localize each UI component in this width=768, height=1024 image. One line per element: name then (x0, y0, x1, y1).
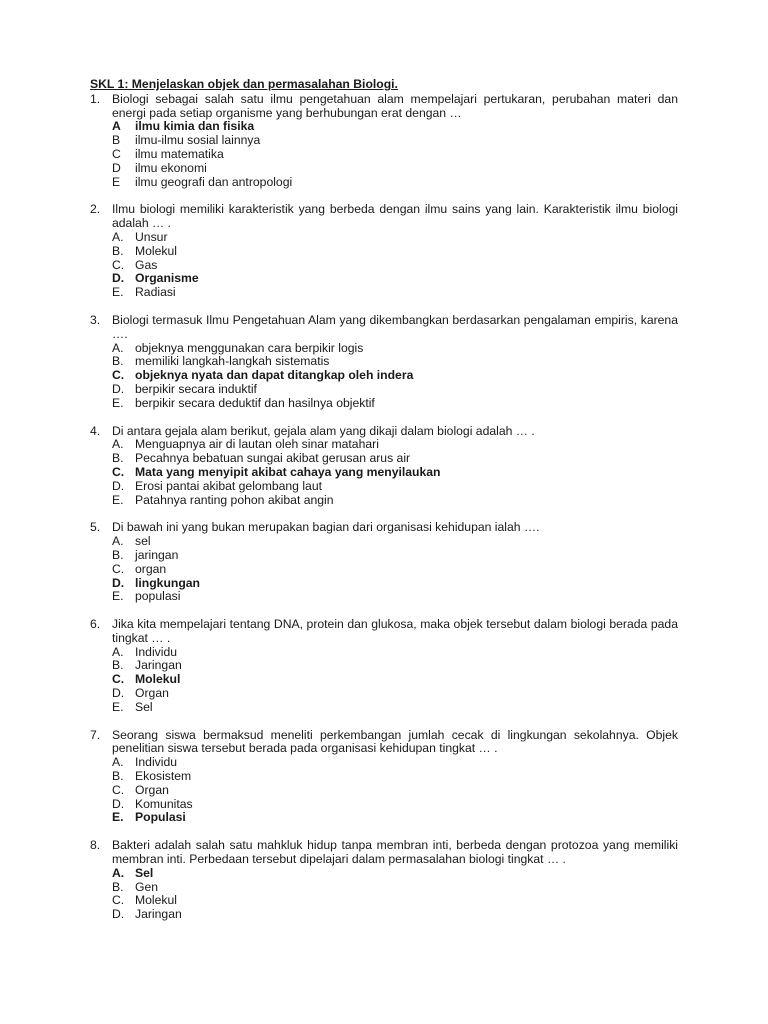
option-letter: C. (112, 561, 125, 576)
question-stem (90, 203, 678, 231)
option-letter: C. (112, 368, 125, 383)
option-text: Individu (135, 755, 178, 770)
option-text: Radiasi (135, 285, 176, 300)
option-letter: C. (112, 782, 125, 797)
option-text: populasi (135, 589, 181, 604)
option-letter: D. (112, 796, 125, 811)
answer-option (112, 494, 678, 508)
option-letter: E. (112, 285, 124, 300)
question-stem (90, 425, 678, 439)
option-letter: B. (112, 354, 124, 369)
answer-option (112, 646, 678, 660)
answer-option-correct (112, 867, 678, 881)
option-letter: A. (112, 340, 124, 355)
option-letter: E. (112, 395, 124, 410)
option-text: Gen (135, 879, 159, 894)
answer-option (112, 701, 678, 715)
option-letter: E (112, 174, 121, 189)
option-text: Sel (135, 699, 153, 714)
answer-option-correct (112, 272, 678, 286)
question-item (90, 729, 678, 826)
option-letter: B (112, 133, 121, 148)
option-letter: D. (112, 907, 125, 922)
question-text: Seorang siswa bermaksud meneliti perkembangan jumlah cecak di lingkungan sekolahnya. Objek penelitian siswa tersebut berada pada organisasi kehidupan tingkat … . (112, 727, 678, 756)
option-letter: D. (112, 478, 125, 493)
option-letter: B. (112, 879, 124, 894)
document-content (90, 78, 678, 936)
question-item (90, 425, 678, 508)
option-letter: D. (112, 686, 125, 701)
answer-option (112, 549, 678, 563)
answer-option (112, 881, 678, 895)
option-letter: C (112, 146, 121, 161)
answer-option (112, 286, 678, 300)
option-letter: E. (112, 810, 124, 825)
option-text: Organisme (135, 271, 199, 286)
option-text: ilmu geografi dan antropologi (135, 174, 293, 189)
answer-option (112, 798, 678, 812)
option-letter: A. (112, 229, 124, 244)
answer-option-correct (112, 369, 678, 383)
option-text: ilmu-ilmu sosial lainnya (135, 133, 261, 148)
answer-option (112, 908, 678, 922)
option-text: Erosi pantai akibat gelombang laut (135, 478, 322, 493)
option-letter: A (112, 119, 121, 134)
option-text: ilmu kimia dan fisika (135, 119, 255, 134)
option-text: Organ (135, 782, 169, 797)
option-letter: C. (112, 672, 125, 687)
answer-option (112, 659, 678, 673)
question-stem (90, 93, 678, 121)
option-letter: C. (112, 893, 125, 908)
question-number: 8. (90, 838, 101, 853)
answer-option (112, 397, 678, 411)
answer-option (112, 259, 678, 273)
option-letter: A. (112, 644, 124, 659)
question-item (90, 203, 678, 300)
option-text: Pecahnya bebatuan sungai akibat gerusan arus air (135, 451, 411, 466)
answer-option (112, 383, 678, 397)
question-text: Bakteri adalah salah satu mahkluk hidup tanpa membran inti, berbeda dengan protozoa yang memiliki membran inti. Perbedaan tersebut dipelajari dalam permasalahan biologi tingkat … . (112, 838, 678, 867)
question-number: 1. (90, 91, 101, 106)
option-text: objeknya menggunakan cara berpikir logis (135, 340, 364, 355)
option-text: Komunitas (135, 796, 193, 811)
question-number: 4. (90, 423, 101, 438)
answer-option (112, 245, 678, 259)
answer-option (112, 784, 678, 798)
option-letter: A. (112, 534, 124, 549)
option-text: Ekosistem (135, 769, 192, 784)
question-stem (90, 618, 678, 646)
answer-option (112, 148, 678, 162)
question-stem (90, 839, 678, 867)
option-letter: D (112, 160, 121, 175)
option-letter: C. (112, 257, 125, 272)
answer-option (112, 770, 678, 784)
answer-option (112, 342, 678, 356)
option-text: Jaringan (135, 658, 182, 673)
option-letter: E. (112, 492, 124, 507)
option-letter: B. (112, 451, 124, 466)
answer-option (112, 438, 678, 452)
answer-option (112, 480, 678, 494)
answer-option (112, 756, 678, 770)
option-text: Molekul (135, 672, 181, 687)
option-text: Populasi (135, 810, 186, 825)
question-item (90, 93, 678, 190)
question-number: 2. (90, 202, 101, 217)
option-letter: A. (112, 865, 125, 880)
answer-option (112, 231, 678, 245)
answer-option (112, 894, 678, 908)
option-text: ilmu ekonomi (135, 160, 207, 175)
option-letter: A. (112, 755, 124, 770)
option-text: sel (135, 534, 151, 549)
option-text: Sel (135, 865, 154, 880)
answer-option (112, 134, 678, 148)
question-stem (90, 521, 678, 535)
option-text: Gas (135, 257, 158, 272)
option-text: Mata yang menyipit akibat cahaya yang menyilaukan (135, 464, 441, 479)
question-text: Di bawah ini yang bukan merupakan bagian dari organisasi kehidupan ialah …. (112, 520, 540, 535)
question-number: 6. (90, 617, 101, 632)
question-number: 3. (90, 312, 101, 327)
option-text: Molekul (135, 893, 177, 908)
option-text: Individu (135, 644, 178, 659)
option-letter: B. (112, 243, 124, 258)
option-text: Jaringan (135, 907, 182, 922)
option-letter: D. (112, 271, 125, 286)
option-letter: B. (112, 769, 124, 784)
option-letter: B. (112, 658, 124, 673)
answer-option-correct (112, 577, 678, 591)
answer-option (112, 176, 678, 190)
question-stem (90, 729, 678, 757)
question-text: Ilmu biologi memiliki karakteristik yang berbeda dengan ilmu sains yang lain. Karakteristik ilmu biologi adalah … . (112, 202, 678, 231)
answer-option (112, 162, 678, 176)
question-item (90, 521, 678, 604)
option-text: ilmu matematika (135, 146, 224, 161)
option-text: objeknya nyata dan dapat ditangkap oleh indera (135, 368, 414, 383)
option-letter: A. (112, 437, 124, 452)
question-stem (90, 314, 678, 342)
option-text: organ (135, 561, 167, 576)
option-text: Menguapnya air di lautan oleh sinar matahari (135, 437, 379, 452)
answer-option (112, 452, 678, 466)
answer-option-correct (112, 466, 678, 480)
question-text: Jika kita mempelajari tentang DNA, protein dan glukosa, maka objek tersebut dalam biologi berada pada tingkat … . (112, 617, 678, 645)
option-text: jaringan (135, 547, 179, 562)
option-text: berpikir secara induktif (135, 381, 257, 396)
option-text: Patahnya ranting pohon akibat angin (135, 492, 334, 507)
question-number: 5. (90, 520, 101, 535)
answer-option (112, 687, 678, 701)
option-text: lingkungan (135, 575, 200, 590)
option-letter: B. (112, 547, 124, 562)
answer-option (112, 355, 678, 369)
option-letter: D. (112, 575, 125, 590)
option-text: Molekul (135, 243, 177, 258)
answer-option-correct (112, 673, 678, 687)
question-text: Biologi termasuk Ilmu Pengetahuan Alam yang dikembangkan berdasarkan pengalaman empiris, karena …. (112, 312, 678, 341)
question-text: Biologi sebagai salah satu ilmu pengetahuan alam mempelajari pertukaran, perubahan materi dan energi pada setiap organisme yang berhubungan erat dengan … (112, 91, 678, 120)
question-text: Di antara gejala alam berikut, gejala alam yang dikaji dalam biologi adalah … . (112, 423, 535, 438)
answer-option (112, 535, 678, 549)
question-item (90, 839, 678, 922)
answer-option (112, 563, 678, 577)
answer-option-correct (112, 120, 678, 134)
option-letter: E. (112, 699, 124, 714)
page-title: SKL 1: Menjelaskan objek dan permasalahan Biologi. (90, 77, 398, 91)
answer-option (112, 590, 678, 604)
answer-option-correct (112, 811, 678, 825)
question-item (90, 618, 678, 715)
option-text: Unsur (135, 229, 168, 244)
question-number: 7. (90, 727, 101, 742)
option-letter: D. (112, 381, 125, 396)
question-item (90, 314, 678, 411)
option-letter: E. (112, 589, 124, 604)
question-list (90, 93, 678, 922)
option-letter: C. (112, 464, 125, 479)
option-text: memiliki langkah-langkah sistematis (135, 354, 330, 369)
option-text: berpikir secara deduktif dan hasilnya objektif (135, 395, 375, 410)
option-text: Organ (135, 686, 169, 701)
